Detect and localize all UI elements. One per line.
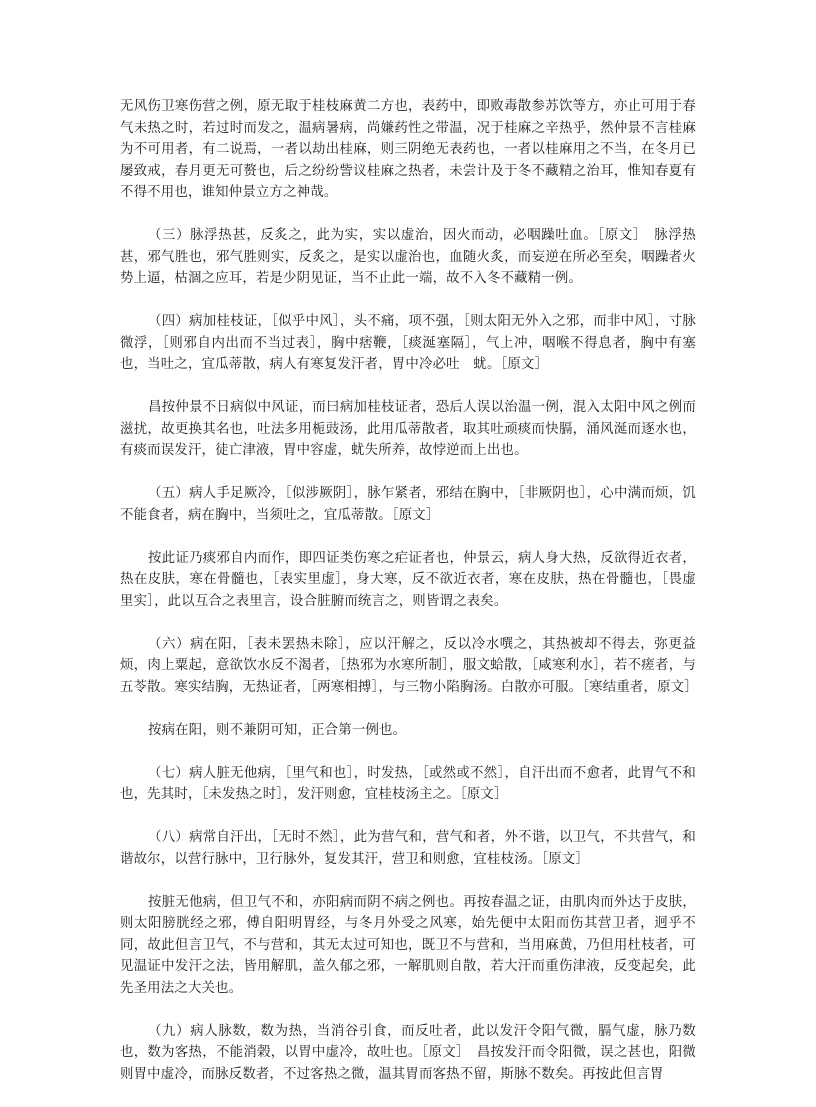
paragraph-1: 无风伤卫寒伤营之例，原无取于桂枝麻黄二方也，表药中，即败毒散参苏饮等方，亦止可用于春气未热之时，若过时而发之，温病暑病，尚嫌药性之带温，况于桂麻之辛热乎，然仲景不言桂麻为不可用者，有二说焉，一者以劫出桂麻，则三阴绝无表药也，一者以桂麻用之不当，在冬月已屡致戒，春月更无可赘也，后之纷纷訾议桂麻之热者，未尝计及于冬不藏精之治耳，惟知春夏有不得不用也，谁知仲景立方之神哉。 <box>120 99 696 200</box>
paragraph-12: （九）病人脉数，数为热，当消谷引食，而反吐者，此以发汗令阳气微，膈气虚，脉乃数也，数为客热，不能消榖，以胃中虚冷，故吐也。［原文］ 昌按发汗而令阳微，误之甚也，阳微则胃中虚冷，而脉反数者，不过客热之微，温其胃而客热不留，斯脉不数矣。再按此但言胃 <box>120 1023 696 1082</box>
paragraph-10: （八）病常自汗出，［无时不然］，此为营气和，营气和者，外不谐，以卫气，不共营气，和谐故尔，以营行脉中，卫行脉外，复发其汗，营卫和则愈，宜桂枝汤。［原文］ <box>120 830 696 867</box>
paragraph-11: 按脏无他病，但卫气不和，亦阳病而阴不病之例也。再按春温之证，由肌肉而外达于皮肤，则太阳膀胱经之邪，傅自阳明胃经，与冬月外受之风寒，始先便中太阳而伤其营卫者，迥乎不同，故此但言卫气，不与营和，其无太过可知也，既卫不与营和，当用麻黄，乃但用杜枝者，可见温证中发汗之法，皆用解肌，盖久郁之邪，一解肌则自散，若大汗而重伤津液，反变起矣，此先圣用法之大关也。 <box>120 894 696 996</box>
paragraph-3: （四）病加桂枝证，［似乎中风］，头不痛，项不强，［则太阳无外入之邪，而非中风］，寸脉微浮，［则邪自内出而不当过表］，胸中痞鞭，［痰涎塞隔］，气上冲，咽喉不得息者，胸中有塞也，当吐之，宜瓜蒂散，病人有寒复发汗者，胃中冷必吐 蚘。［原文］ <box>120 314 696 372</box>
paragraph-7: （六）病在阳，［表未罢热未除］，应以汗解之，反以冷水噀之，其热被却不得去，弥更益烦，肉上粟起，意欲饮水反不渴者，［热邪为水寒所制］，服文蛤散，［咸寒利水］，若不瘥者，与五苓散。寒实结胸，无热证者，［两寒相搏］，与三物小陷胸汤。白散亦可服。［寒结重者，原文］ <box>120 636 698 695</box>
paragraph-9: （七）病人脏无他病，［里气和也］，时发热，［或然或不然］，自汗出而不愈者，此胃气不和也，先其时，［未发热之时］，发汗则愈，宜桂枝汤主之。［原文］ <box>120 765 696 802</box>
paragraph-8: 按病在阳，则不兼阴可知，正合第一例也。 <box>148 722 407 738</box>
paragraph-2: （三）脉浮热甚，反炙之，此为实，实以虚治，因火而动，必咽躁吐血。［原文］ 脉浮热甚，邪气胜也，邪气胜则实，反炙之，是实以虚治也，血随火炙，而妄逆在所必至矣，咽躁者火势上逼，枯涸之应耳，若是少阴见证，当不止此一端，故不入冬不藏精一例。 <box>120 228 696 286</box>
paragraph-6: 按此证乃痰邪自内而作，即四证类伤寒之疟证者也，仲景云，病人身大热，反欲得近衣者，热在皮肤，寒在骨髓也，［表实里虚］，身大寒，反不欲近衣者，寒在皮肤，热在骨髓也，［畏虚里实］，此以互合之表里言，设合脏腑而统言之，则皆谓之表矣。 <box>120 550 696 609</box>
paragraph-4: 昌按仲景不日病似中风证，而曰病加桂枝证者，恐后人误以治温一例，混入太阳中风之例而滋扰，故更换其名也，吐法多用栀豉汤，此用瓜蒂散者，取其吐顽痰而快膈，涌风涎而逐水也，有痰而误发汗，徒亡津液，胃中容虚，蚘失所养，故悖逆而上出也。 <box>120 400 696 458</box>
paragraph-5: （五）病人手足厥冷，［似涉厥阴］，脉乍紧者，邪结在胸中，［非厥阴也］，心中满而烦，饥不能食者，病在胸中，当须吐之，宜瓜蒂散。［原文］ <box>120 486 696 523</box>
document-page <box>120 96 696 1107</box>
